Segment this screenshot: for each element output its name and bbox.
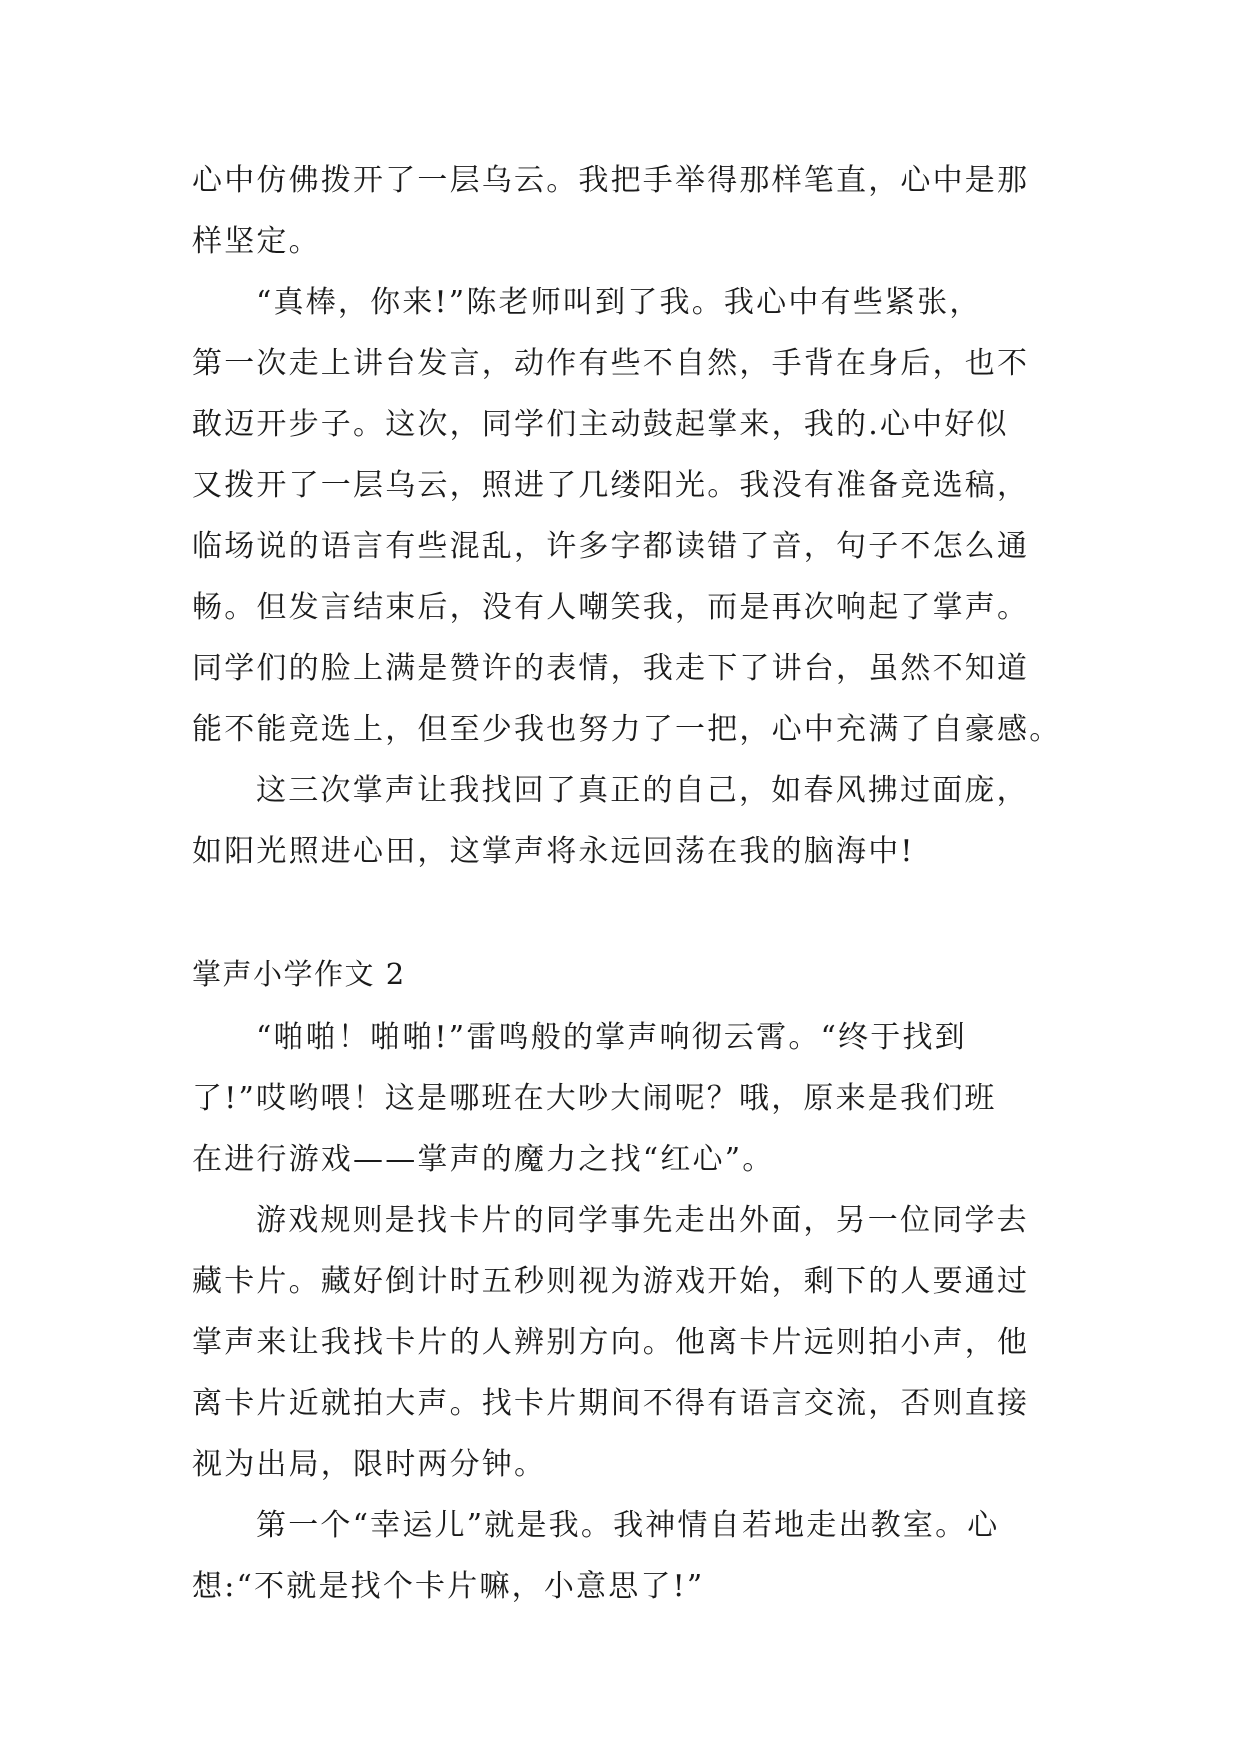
text-line: 如阳光照进心田，这掌声将永远回荡在我的脑海中!: [192, 834, 915, 869]
text-line: 临场说的语言有些混乱，许多字都读错了音，句子不怎么通: [192, 529, 1030, 564]
text-line: 同学们的脸上满是赞许的表情，我走下了讲台，虽然不知道: [192, 651, 1030, 686]
text-line: 畅。但发言结束后，没有人嘲笑我，而是再次响起了掌声。: [192, 590, 1030, 625]
text-line: 视为出局，限时两分钟。: [192, 1447, 547, 1482]
paragraph: [192, 760, 1052, 882]
paragraph: [192, 1190, 1052, 1495]
paragraph: [192, 1007, 1052, 1190]
article-section: [192, 944, 1052, 1617]
text-line: “啪啪！啪啪!”雷鸣般的掌声响彻云霄。“终于找到: [256, 1020, 967, 1055]
text-line: 敢迈开步子。这次，同学们主动鼓起掌来，我的.心中好似: [192, 407, 1009, 442]
text-line: 想:“不就是找个卡片嘛，小意思了!”: [192, 1569, 705, 1604]
paragraph: [192, 1495, 1052, 1617]
text-line: 在进行游戏——掌声的魔力之找“红心”。: [192, 1142, 775, 1177]
text-line: 离卡片近就拍大声。找卡片期间不得有语言交流，否则直接: [192, 1386, 1030, 1421]
text-line: 了!”哎哟喂！这是哪班在大吵大闹呢？哦，原来是我们班: [192, 1081, 997, 1116]
text-line: 游戏规则是找卡片的同学事先走出外面，另一位同学去: [256, 1203, 1029, 1238]
article-title: 掌声小学作文 2: [192, 957, 406, 991]
text-line: 掌声来让我找卡片的人辨别方向。他离卡片远则拍小声，他: [192, 1325, 1030, 1360]
text-line: 心中仿佛拨开了一层乌云。我把手举得那样笔直，心中是那: [192, 163, 1030, 198]
text-line: 第一次走上讲台发言，动作有些不自然，手背在身后，也不: [192, 346, 1030, 381]
document-page: [192, 150, 1062, 1617]
text-line: 第一个“幸运儿”就是我。我神情自若地走出教室。心: [256, 1508, 1000, 1543]
text-line: 能不能竞选上，但至少我也努力了一把，心中充满了自豪感。: [192, 712, 1062, 747]
text-line: 这三次掌声让我找回了真正的自己，如春风拂过面庞，: [256, 773, 1029, 808]
text-line: 样坚定。: [192, 224, 321, 259]
paragraph: [192, 150, 1052, 272]
paragraph: [192, 272, 1062, 760]
text-line: 藏卡片。藏好倒计时五秒则视为游戏开始，剩下的人要通过: [192, 1264, 1030, 1299]
text-line: “真棒，你来!”陈老师叫到了我。我心中有些紧张，: [256, 285, 982, 320]
text-line: 又拨开了一层乌云，照进了几缕阳光。我没有准备竞选稿，: [192, 468, 1030, 503]
